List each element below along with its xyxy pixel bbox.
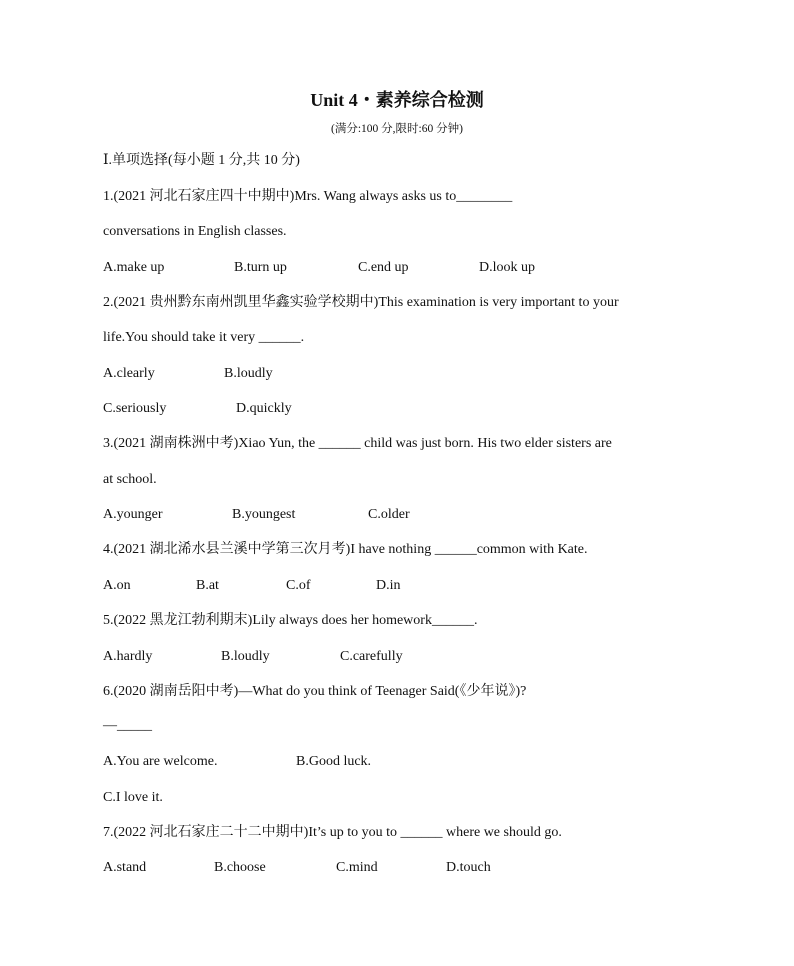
question-5-line-1: 5.(2022 黑龙江勃利期末)Lily always does her homework______.	[103, 613, 478, 628]
question-1-option-a: A.make up	[103, 260, 165, 275]
question-1-line-1: 1.(2021 河北石家庄四十中期中)Mrs. Wang always asks us to________	[103, 189, 513, 204]
score-time-info: (满分:100 分,限时:60 分钟)	[331, 123, 463, 135]
question-1-option-c: C.end up	[358, 260, 409, 275]
question-5-option-b: B.loudly	[221, 649, 270, 664]
question-4-line-1: 4.(2021 湖北浠水县兰溪中学第三次月考)I have nothing ______common with Kate.	[103, 542, 588, 557]
question-7-option-b: B.choose	[214, 860, 266, 875]
question-2-line-2: life.You should take it very ______.	[103, 330, 305, 345]
question-4-option-b: B.at	[196, 578, 219, 593]
page-title: Unit 4・素养综合检测	[310, 90, 484, 110]
question-2-option-d: D.quickly	[236, 401, 292, 416]
question-6-option-b: B.Good luck.	[296, 754, 372, 769]
question-3-line-1: 3.(2021 湖南株洲中考)Xiao Yun, the ______ child was just born. His two elder sisters are	[103, 436, 612, 451]
section-heading: Ⅰ.单项选择(每小题 1 分,共 10 分)	[103, 153, 300, 168]
question-3-option-a: A.younger	[103, 507, 163, 522]
question-2-option-a: A.clearly	[103, 366, 155, 381]
question-3-option-c: C.older	[368, 507, 410, 522]
question-7-line-1: 7.(2022 河北石家庄二十二中期中)It’s up to you to ______ where we should go.	[103, 825, 562, 840]
question-5-option-c: C.carefully	[340, 649, 403, 664]
question-7-option-c: C.mind	[336, 860, 378, 875]
question-7-option-a: A.stand	[103, 860, 147, 875]
question-3-line-2: at school.	[103, 472, 157, 487]
question-1-option-d: D.look up	[479, 260, 535, 275]
question-6-line-2: —_____	[103, 718, 152, 733]
question-4-option-a: A.on	[103, 578, 131, 593]
question-2-option-b: B.loudly	[224, 366, 273, 381]
question-2-line-1: 2.(2021 贵州黔东南州凯里华鑫实验学校期中)This examination is very important to your	[103, 295, 619, 310]
question-4-option-c: C.of	[286, 578, 311, 593]
question-3-option-b: B.youngest	[232, 507, 296, 522]
question-6-line-1: 6.(2020 湖南岳阳中考)—What do you think of Teenager Said(《少年说》)?	[103, 684, 527, 699]
question-5-option-a: A.hardly	[103, 649, 153, 664]
question-6-option-a: A.You are welcome.	[103, 754, 218, 769]
question-1-option-b: B.turn up	[234, 260, 287, 275]
question-1-line-2: conversations in English classes.	[103, 224, 287, 239]
question-4-option-d: D.in	[376, 578, 401, 593]
question-6-option-c: C.I love it.	[103, 790, 163, 805]
question-2-option-c: C.seriously	[103, 401, 167, 416]
question-7-option-d: D.touch	[446, 860, 491, 875]
